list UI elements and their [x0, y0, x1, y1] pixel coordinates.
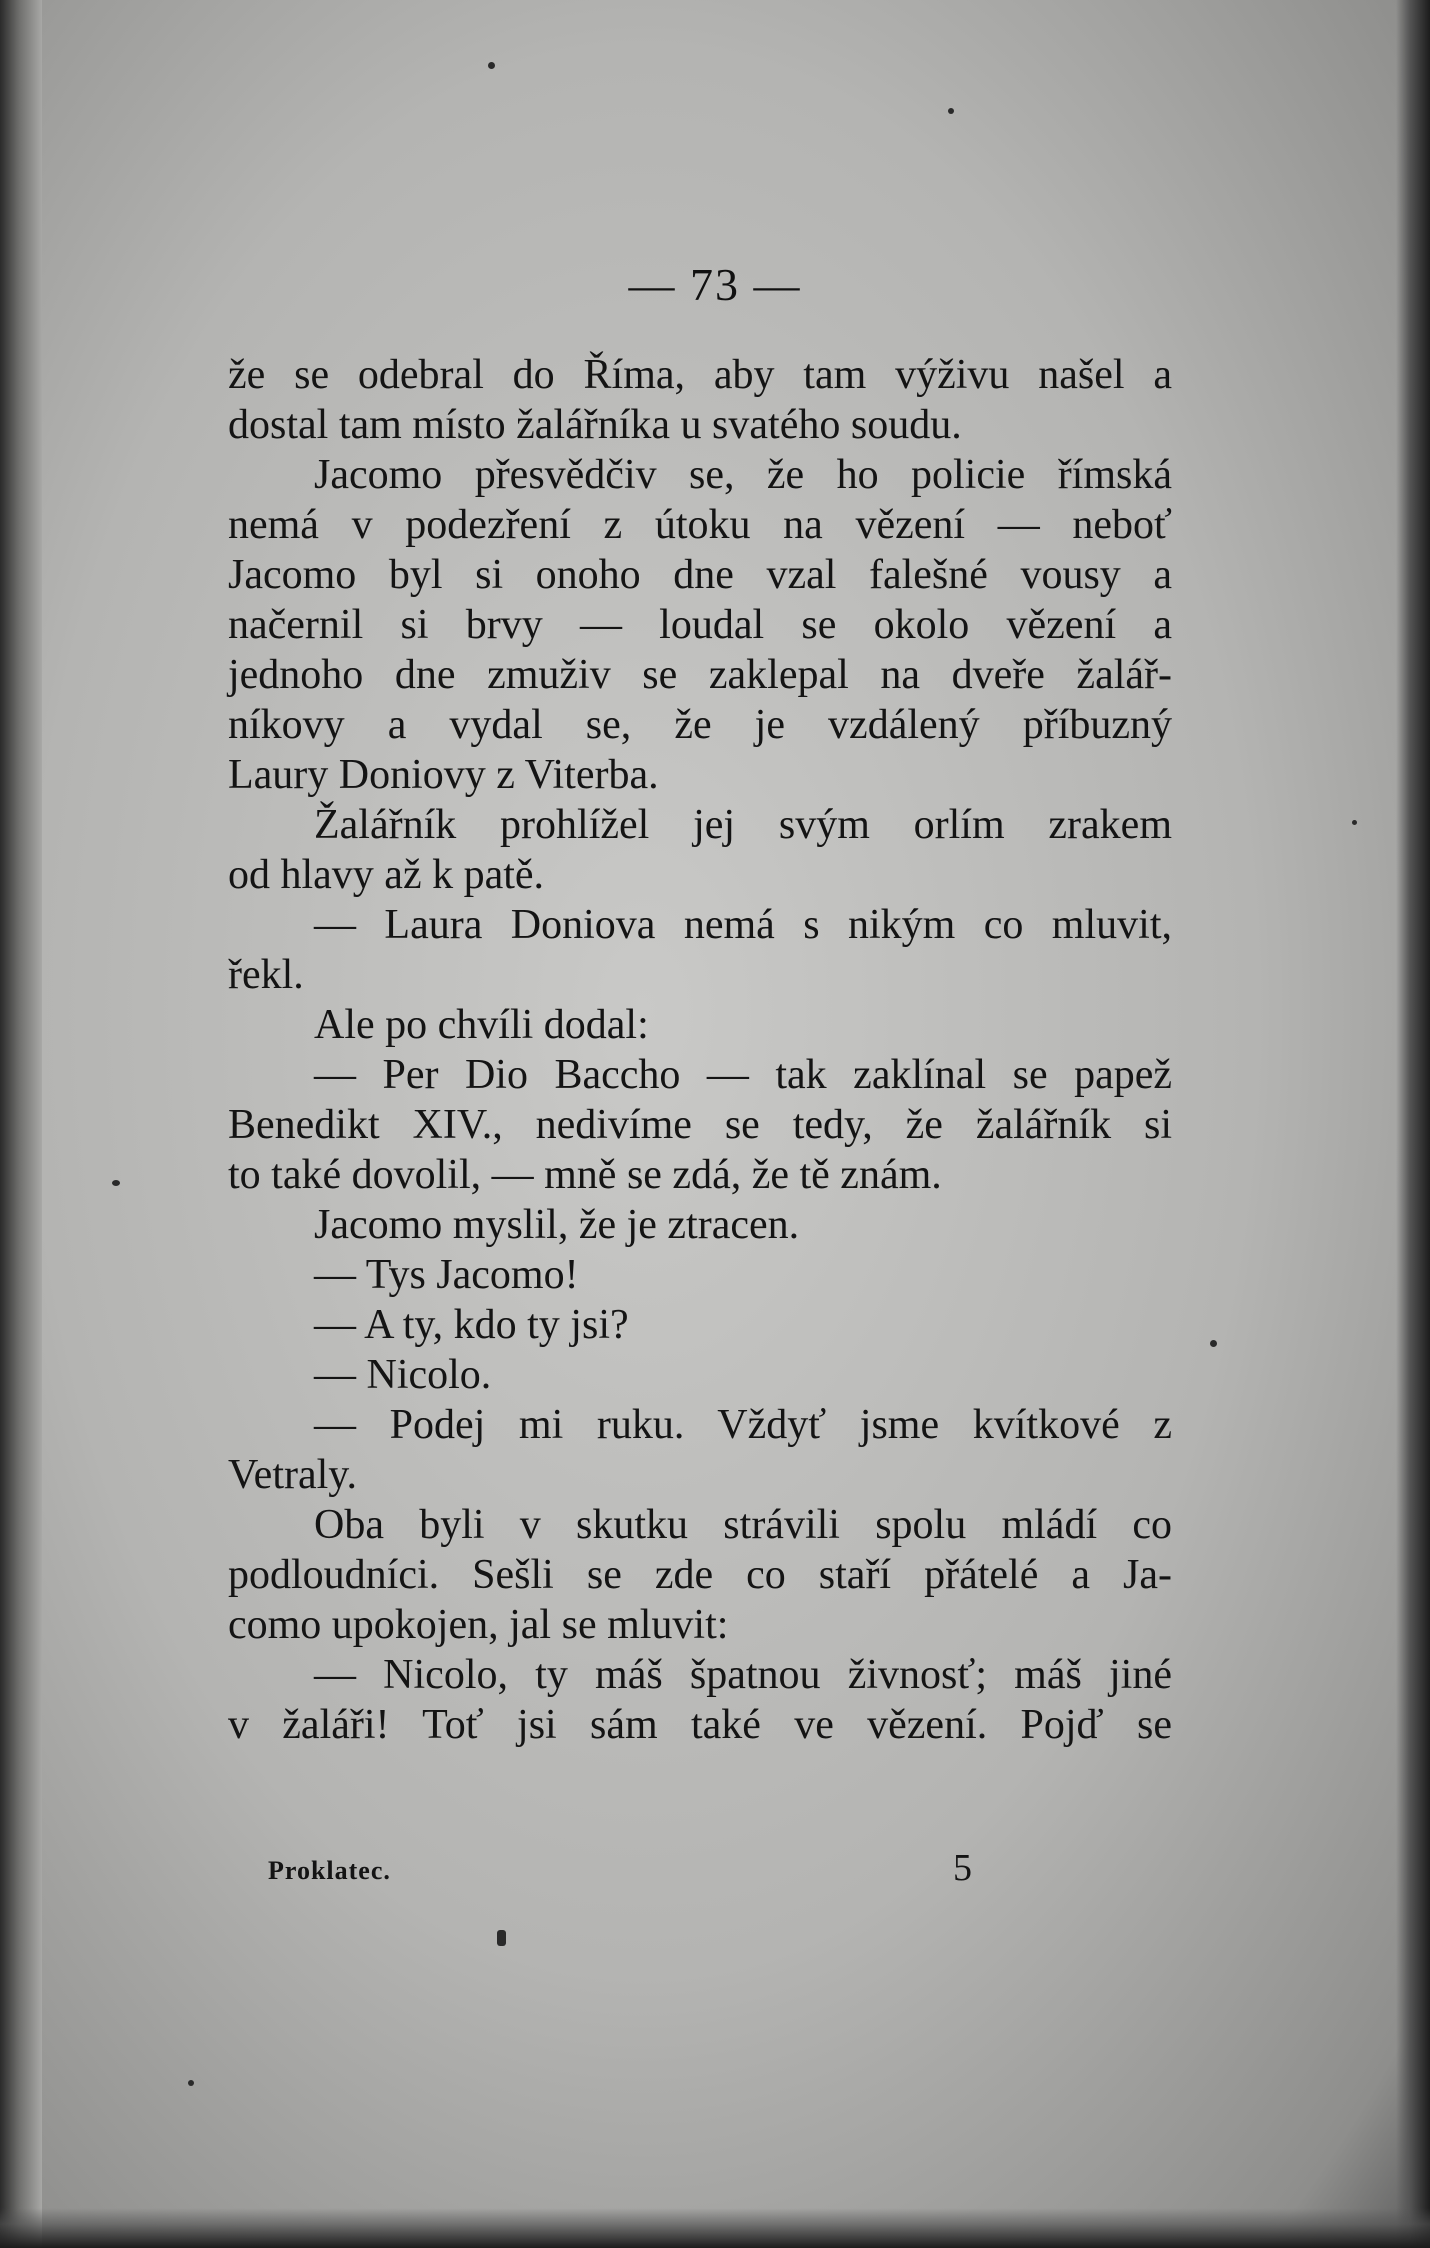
text-line: Jacomo myslil, že je ztracen.	[314, 1202, 800, 1248]
text-line: podloudníci. Sešli se zde co staří přátelé a Ja-	[228, 1552, 1172, 1598]
text-line: načernil si brvy — loudal se okolo vězení a	[228, 602, 1172, 648]
body-text	[228, 350, 1172, 1750]
text-line: — Laura Doniova nemá s nikým co mluvit,	[314, 902, 1172, 948]
text-line: nemá v podezření z útoku na vězení — neboť	[228, 502, 1172, 548]
text-line: — A ty, kdo ty jsi?	[314, 1302, 629, 1348]
book-spine-shadow	[0, 0, 42, 2248]
printer-signature-mark: Proklatec.	[268, 1856, 391, 1885]
text-line: řekl.	[228, 952, 304, 998]
text-line: — Nicolo.	[314, 1352, 492, 1398]
text-line: Jacomo přesvědčiv se, že ho policie římská	[314, 452, 1172, 498]
text-line: Jacomo byl si onoho dne vzal falešné vousy a	[228, 552, 1172, 598]
text-line: — Per Dio Baccho — tak zaklínal se papež	[314, 1052, 1172, 1098]
text-line: — Podej mi ruku. Vždyť jsme kvítkové z	[314, 1402, 1172, 1448]
text-line: como upokojen, jal se mluvit:	[228, 1602, 729, 1648]
text-line: dostal tam místo žalářníka u svatého soudu.	[228, 402, 962, 448]
text-line: Oba byli v skutku strávili spolu mládí co	[314, 1502, 1172, 1548]
text-line: to také dovolil, — mně se zdá, že tě znám.	[228, 1152, 942, 1198]
sheet-number: 5	[953, 1847, 972, 1889]
text-line: Žalářník prohlížel jej svým orlím zrakem	[314, 802, 1172, 848]
text-line: od hlavy až k patě.	[228, 852, 545, 898]
page-bottom-shadow	[0, 2208, 1430, 2248]
page-number-header: — 73 —	[628, 259, 802, 310]
paper-speck	[497, 1930, 506, 1946]
text-line: že se odebral do Říma, aby tam výživu našel a	[228, 352, 1172, 398]
text-line: níkovy a vydal se, že je vzdálený příbuzný	[228, 702, 1172, 748]
paper-speck	[488, 62, 495, 69]
text-line: — Nicolo, ty máš špatnou živnosť; máš jiné	[314, 1652, 1172, 1698]
page-edge-shadow	[1396, 0, 1430, 2248]
text-line: v žaláři! Toť jsi sám také ve vězení. Pojď se	[228, 1702, 1172, 1748]
paper-speck	[948, 108, 954, 114]
text-line: Ale po chvíli dodal:	[314, 1002, 649, 1048]
text-line: jednoho dne zmuživ se zaklepal na dveře žalář-	[228, 652, 1172, 698]
paper-speck	[188, 2080, 194, 2086]
paper-speck	[1210, 1340, 1217, 1347]
text-line: Vetraly.	[228, 1452, 358, 1498]
paper-speck	[112, 1180, 120, 1186]
text-line: — Tys Jacomo!	[314, 1252, 579, 1298]
text-line: Laury Doniovy z Viterba.	[228, 752, 659, 798]
text-line: Benedikt XIV., nedivíme se tedy, že žalářník si	[228, 1102, 1172, 1148]
paper-speck	[1352, 820, 1357, 825]
